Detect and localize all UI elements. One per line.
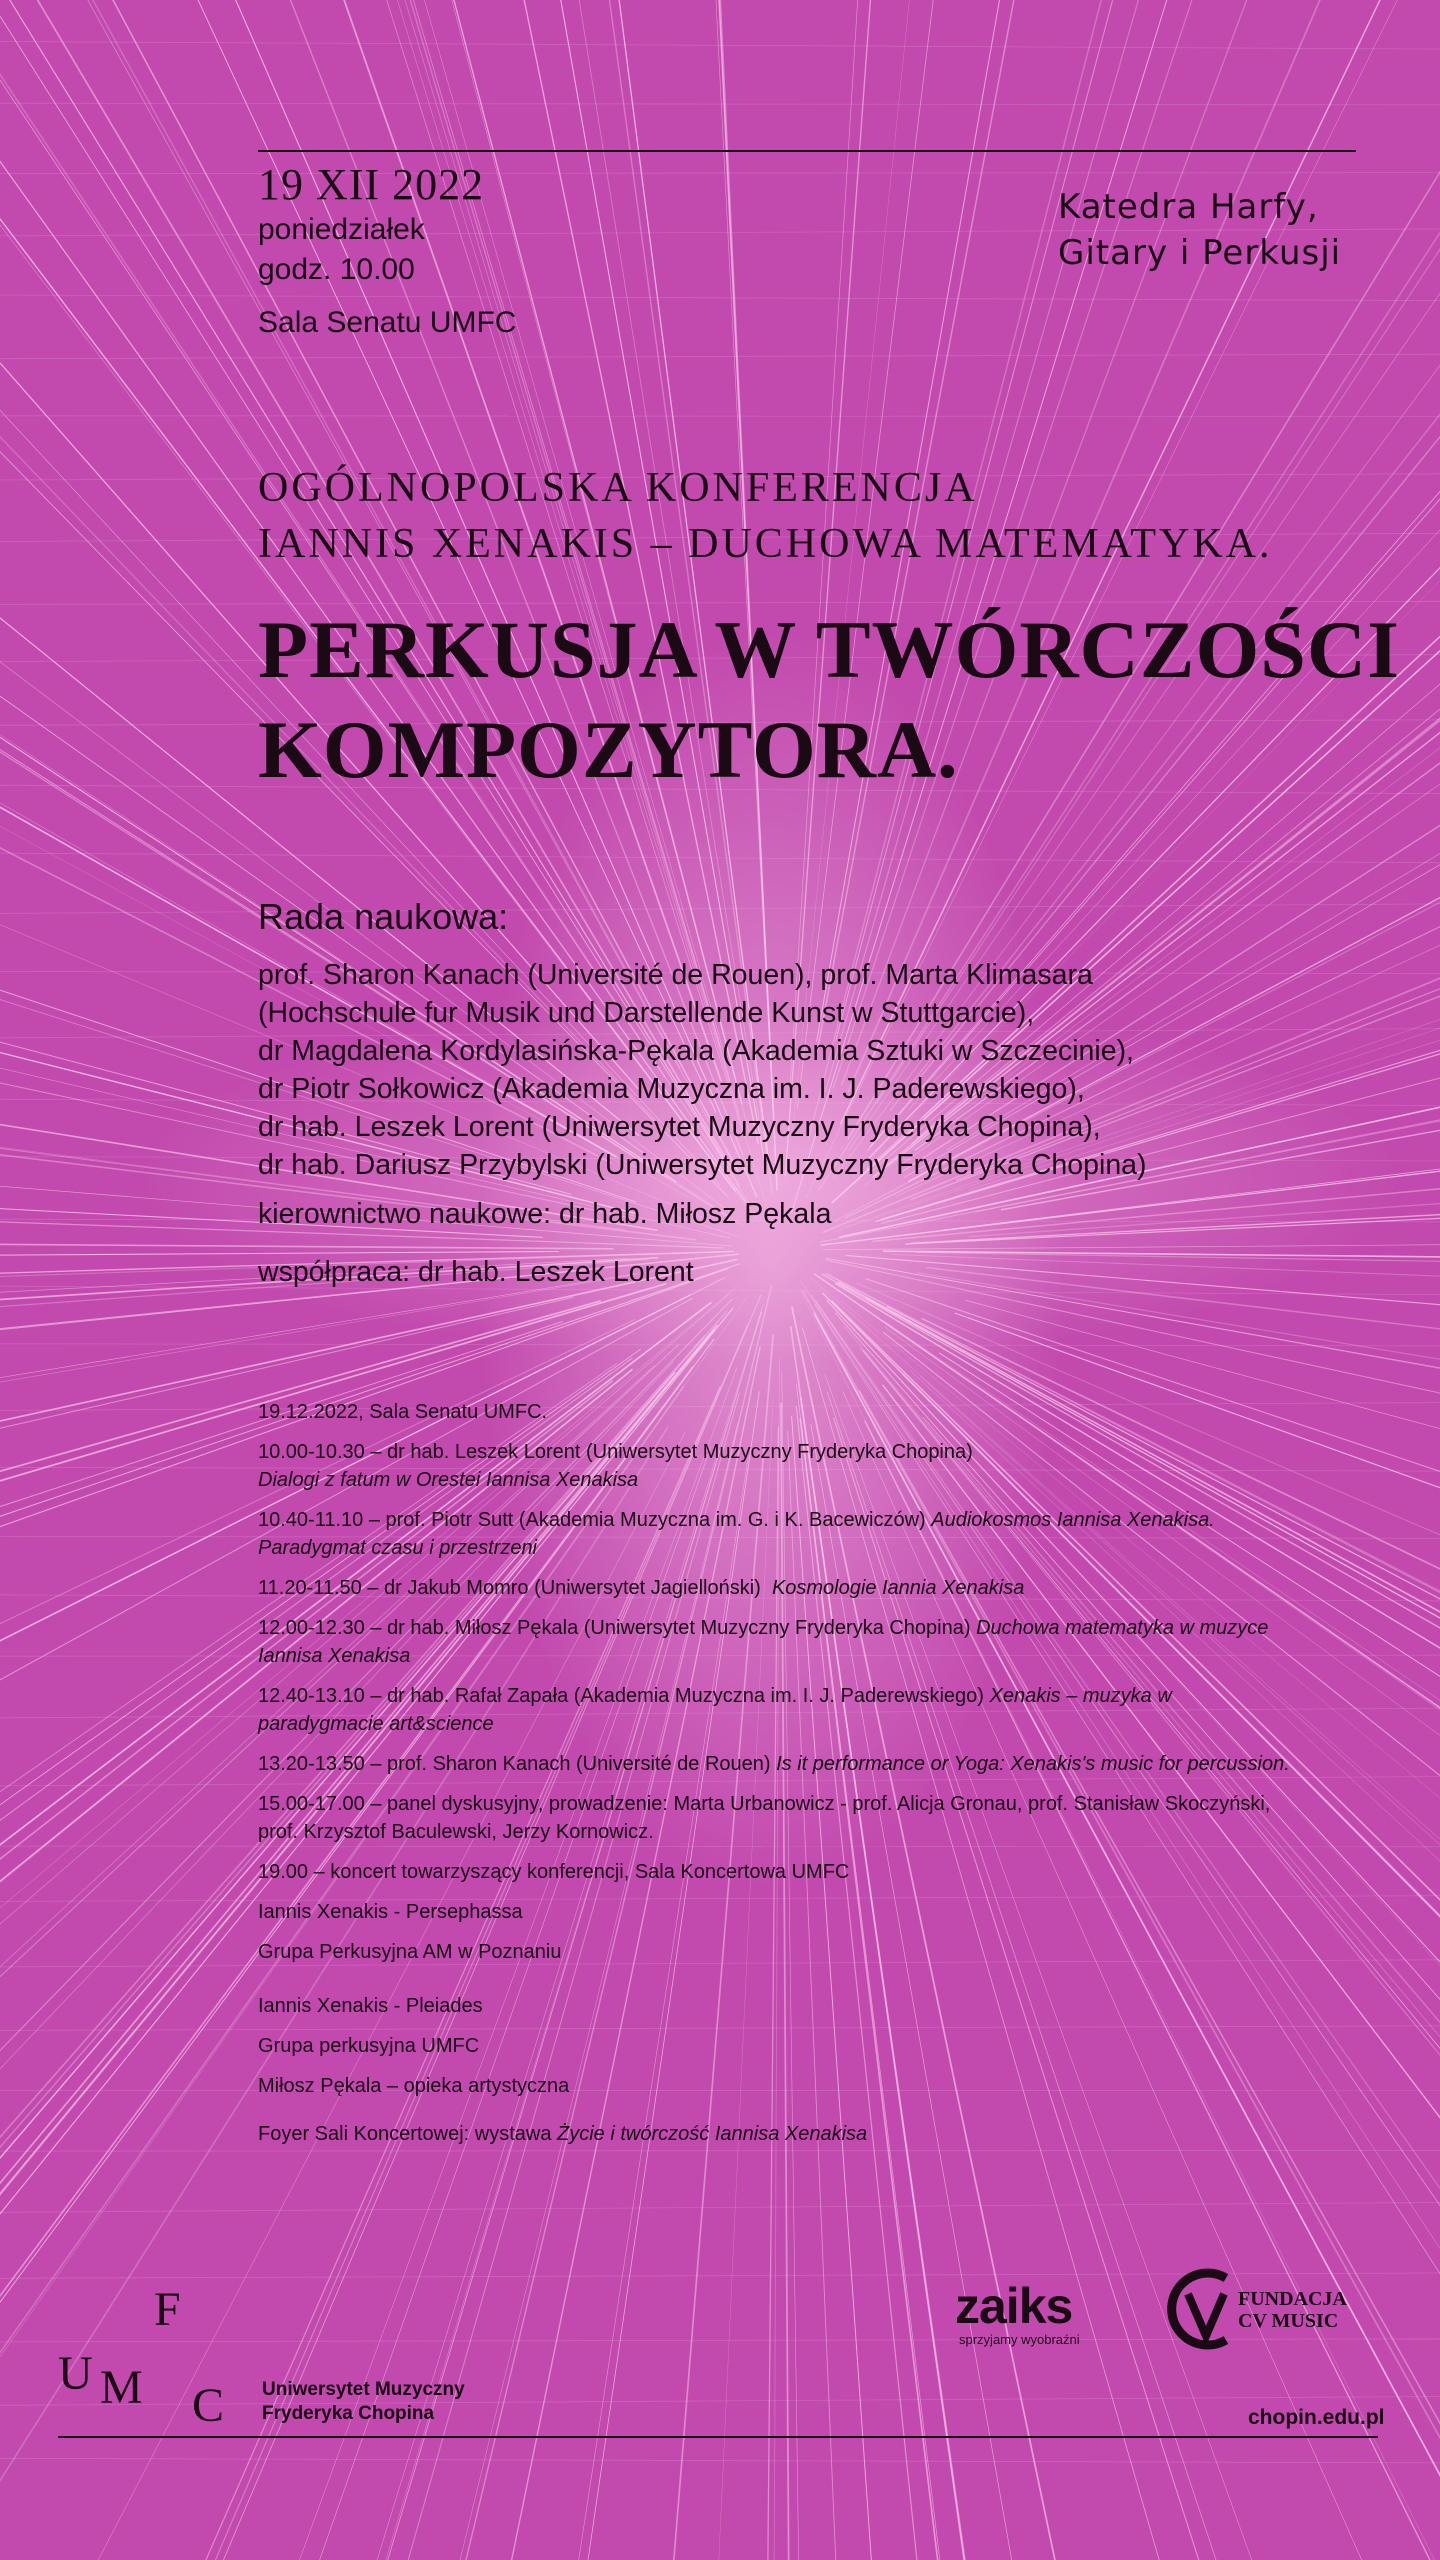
website-link[interactable]: chopin.edu.pl (1248, 2406, 1385, 2429)
main-title-line-1: PERKUSJA W TWÓRCZOŚCI (258, 604, 1400, 695)
foundation-name (1238, 2288, 1347, 2332)
program-item: Grupa perkusyjna UMFC (258, 2035, 480, 2057)
board-line: dr Piotr Sołkowicz (Akademia Muzyczna im. I. J. Paderewskiego), (258, 1073, 1085, 1105)
program-item-text: 10.40-11.10 – prof. Piotr Sutt (Akademia Muzyczna im. G. i K. Bacewiczów) (258, 1509, 926, 1531)
umfc-logo (58, 2282, 258, 2432)
event-venue: Sala Senatu UMFC (258, 306, 517, 339)
event-weekday: poniedziałek (258, 213, 425, 246)
program-item: Grupa Perkusyjna AM w Poznaniu (258, 1941, 562, 1963)
main-title-line-2: KOMPOZYTORA. (258, 704, 959, 795)
program (258, 1398, 1298, 2160)
logo-letter-m: M (100, 2361, 143, 2414)
program-item-text: 12.00-12.30 – dr hab. Miłosz Pękala (Uniwersytet Muzyczny Fryderyka Chopina) (258, 1617, 971, 1639)
program-item-title: Duchowa matematyka w muzyce Iannisa Xenakisa (258, 1617, 1269, 1667)
foundation-line-1: FUNDACJA (1238, 2288, 1347, 2310)
program-item-text: 10.00-10.30 – dr hab. Leszek Lorent (Uniwersytet Muzyczny Fryderyka Chopina) (258, 1441, 973, 1463)
date-block (258, 160, 516, 340)
program-item: 15.00-17.00 – panel dyskusyjny, prowadzenie: Marta Urbanowicz - prof. Alicja Gronau, prof. Stanisław Skoczyński, prof. Krzysztof Baculewski, Jerzy Kornowicz. (258, 1793, 1271, 1843)
cooperation: współpraca: dr hab. Leszek Lorent (258, 1256, 694, 1288)
zaiks-tagline: sprzyjamy wyobraźni (959, 2332, 1080, 2347)
conference-line-2: IANNIS XENAKIS – DUCHOWA MATEMATYKA. (258, 521, 1273, 567)
foundation-line-2: CV MUSIC (1238, 2310, 1339, 2332)
program-item (258, 1750, 1298, 1778)
conference-heading (258, 460, 1273, 572)
program-item-text: 13.20-13.50 – prof. Sharon Kanach (Université de Rouen) (258, 1753, 771, 1775)
program-item (258, 1614, 1298, 1670)
logo-letter-u: U (58, 2347, 93, 2400)
event-time: godz. 10.00 (258, 253, 415, 286)
conference-line-1: OGÓLNOPOLSKA KONFERENCJA (258, 465, 978, 511)
program-item-title: Audiokosmos Iannisa Xenakisa. Paradygmat czasu i przestrzeni (258, 1509, 1215, 1559)
zaiks-logo (955, 2278, 1080, 2347)
board-members (258, 956, 1258, 1184)
bottom-rule (58, 2436, 1378, 2438)
program-heading: 19.12.2022, Sala Senatu UMFC. (258, 1401, 548, 1423)
program-item (258, 1682, 1298, 1738)
main-title (258, 600, 1400, 800)
logo-letter-f: F (154, 2283, 181, 2336)
program-item (258, 1506, 1298, 1562)
program-item: Iannis Xenakis - Persephassa (258, 1901, 523, 1923)
event-date: 19 XII 2022 (258, 160, 485, 209)
university-line-1: Uniwersytet Muzyczny (262, 2379, 465, 2400)
program-item (258, 1574, 1298, 1602)
scientific-direction: kierownictwo naukowe: dr hab. Miłosz Pękala (258, 1198, 832, 1230)
program-foyer (258, 2120, 1298, 2148)
foyer-exhibition-title: Życie i twórczość Iannisa Xenakisa (557, 2123, 868, 2145)
university-name (262, 2378, 465, 2426)
board-line: (Hochschule fur Musik und Darstellende Kunst w Stuttgarcie), (258, 997, 1035, 1029)
program-item-text: 12.40-13.10 – dr hab. Rafał Zapała (Akademia Muzyczna im. I. J. Paderewskiego) (258, 1685, 984, 1707)
board-line: dr hab. Leszek Lorent (Uniwersytet Muzyczny Fryderyka Chopina), (258, 1111, 1101, 1143)
program-item-text: 11.20-11.50 – dr Jakub Momro (Uniwersytet Jagielloński) (258, 1577, 761, 1599)
program-item: 19.00 – koncert towarzyszący konferencji, Sala Koncertowa UMFC (258, 1861, 850, 1883)
department (1058, 184, 1341, 276)
cv-music-logo (1166, 2264, 1378, 2354)
program-item: Miłosz Pękala – opieka artystyczna (258, 2075, 570, 2097)
program-item-title: Kosmologie Iannia Xenakisa (771, 1577, 1025, 1599)
board-label: Rada naukowa: (258, 896, 509, 937)
foyer-text: Foyer Sali Koncertowej: wystawa (258, 2123, 552, 2145)
logo-letter-c: C (192, 2379, 225, 2432)
board-line: prof. Sharon Kanach (Université de Rouen), prof. Marta Klimasara (258, 959, 1093, 991)
program-item-title: Is it performance or Yoga: Xenakis's music for percussion. (776, 1753, 1290, 1775)
program-item-title: Dialogi z fatum w Orestei Iannisa Xenakisa (258, 1469, 639, 1491)
top-rule (258, 150, 1356, 152)
board-line: dr Magdalena Kordylasińska-Pękala (Akademia Sztuki w Szczecinie), (258, 1035, 1134, 1067)
zaiks-wordmark: zaiks (955, 2278, 1073, 2334)
program-item: Iannis Xenakis - Pleiades (258, 1995, 483, 2017)
department-line-1: Katedra Harfy, (1058, 187, 1319, 227)
cv-emblem-icon (1166, 2264, 1246, 2354)
program-item-title: Xenakis – muzyka w paradygmacie art&science (258, 1685, 1172, 1735)
program-item (258, 1438, 1298, 1494)
board-line: dr hab. Dariusz Przybylski (Uniwersytet Muzyczny Fryderyka Chopina) (258, 1149, 1147, 1181)
department-line-2: Gitary i Perkusji (1058, 233, 1342, 273)
university-line-2: Fryderyka Chopina (262, 2403, 435, 2424)
